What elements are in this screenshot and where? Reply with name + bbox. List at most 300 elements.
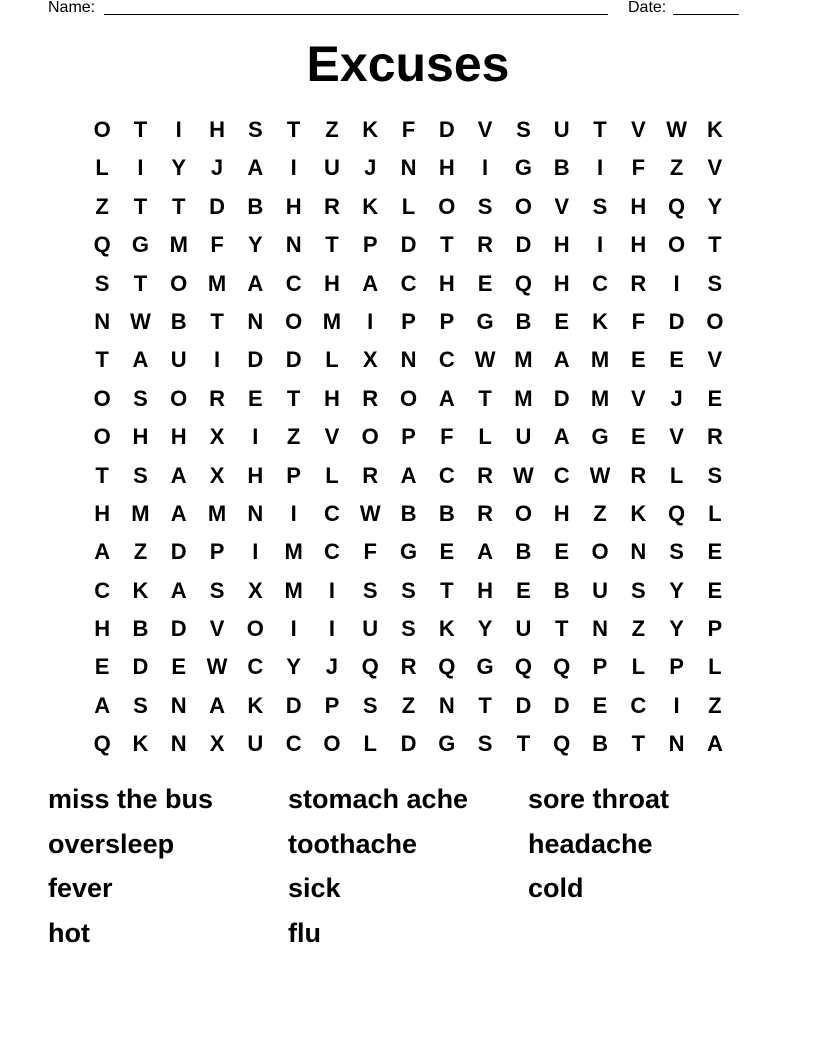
grid-letter: Z bbox=[401, 692, 416, 718]
word-list-item: sore throat bbox=[528, 784, 670, 814]
grid-letter: O bbox=[246, 616, 264, 642]
grid-letter: E bbox=[171, 654, 187, 680]
grid-letter: C bbox=[438, 462, 455, 488]
grid-letter: Y bbox=[286, 654, 301, 680]
grid-letter: S bbox=[477, 193, 493, 219]
word-list-item: oversleep bbox=[48, 828, 175, 859]
grid-letter: T bbox=[325, 232, 339, 258]
grid-letter: E bbox=[477, 270, 493, 296]
grid-letter: I bbox=[596, 232, 604, 258]
grid-letter: I bbox=[290, 616, 297, 642]
grid-letter: H bbox=[477, 577, 494, 603]
grid-letter: F bbox=[210, 232, 224, 258]
grid-letter: Y bbox=[707, 193, 723, 219]
grid-letter: D bbox=[170, 539, 187, 565]
date-field[interactable] bbox=[673, 14, 739, 15]
grid-letter: G bbox=[438, 731, 456, 757]
grid-letter: V bbox=[209, 616, 225, 642]
grid-letter: O bbox=[361, 424, 379, 450]
grid-letter: C bbox=[94, 577, 111, 603]
grid-letter: K bbox=[630, 500, 647, 526]
name-label: Name: bbox=[48, 0, 96, 16]
grid-letter: B bbox=[400, 500, 417, 526]
grid-letter: E bbox=[247, 385, 263, 411]
grid-letter: P bbox=[362, 232, 378, 258]
grid-letter: M bbox=[322, 308, 342, 334]
grid-letter: Q bbox=[93, 232, 111, 258]
grid-letter: O bbox=[591, 539, 609, 565]
grid-letter: N bbox=[170, 731, 187, 757]
grid-letter: Y bbox=[669, 577, 684, 603]
grid-letter: A bbox=[247, 155, 264, 181]
grid-letter: B bbox=[132, 616, 149, 642]
grid-letter: P bbox=[439, 308, 455, 334]
grid-letter: F bbox=[631, 155, 646, 181]
grid-letter: B bbox=[515, 308, 532, 334]
word-list-item: stomach ache bbox=[288, 784, 469, 814]
grid-letter: O bbox=[170, 270, 188, 296]
grid-letter: S bbox=[133, 692, 148, 718]
grid-letter: N bbox=[400, 347, 417, 373]
grid-letter: K bbox=[362, 117, 379, 142]
grid-letter: S bbox=[669, 539, 684, 565]
grid-letter: R bbox=[630, 270, 647, 296]
grid-letter: C bbox=[400, 270, 417, 296]
grid-letter: T bbox=[210, 308, 224, 334]
grid-letter: N bbox=[247, 308, 264, 334]
grid-letter: X bbox=[209, 462, 225, 488]
grid-letter: O bbox=[706, 308, 724, 334]
grid-letter: T bbox=[554, 616, 569, 642]
grid-letter: Q bbox=[668, 193, 686, 219]
grid-letter: I bbox=[213, 347, 221, 373]
grid-letter: D bbox=[515, 232, 532, 258]
grid-letter: M bbox=[207, 270, 227, 296]
grid-letter: T bbox=[133, 270, 148, 296]
grid-letter: P bbox=[401, 424, 416, 450]
grid-letter: S bbox=[94, 270, 110, 296]
grid-letter: Y bbox=[247, 232, 263, 258]
grid-letter: H bbox=[285, 193, 302, 219]
grid-letter: Z bbox=[708, 692, 722, 718]
grid-letter: C bbox=[247, 654, 264, 680]
letter-grid bbox=[83, 111, 734, 764]
grid-letter: J bbox=[364, 155, 377, 181]
grid-letter: E bbox=[439, 539, 455, 565]
grid-letter: F bbox=[631, 308, 646, 334]
grid-letter: D bbox=[400, 731, 417, 757]
grid-letter: I bbox=[328, 616, 335, 642]
grid-letter: D bbox=[285, 347, 302, 373]
grid-letter: L bbox=[363, 731, 377, 757]
grid-letter: A bbox=[553, 347, 570, 373]
grid-letter: Q bbox=[514, 270, 532, 296]
grid-letter: Q bbox=[668, 500, 686, 526]
grid-letter: U bbox=[323, 155, 340, 181]
grid-letter: F bbox=[440, 424, 454, 450]
grid-letter: R bbox=[209, 385, 225, 411]
grid-letter: K bbox=[592, 308, 608, 334]
grid-letter: H bbox=[132, 424, 149, 450]
grid-letter: T bbox=[440, 577, 454, 603]
grid-letter: A bbox=[706, 731, 723, 757]
grid-letter: T bbox=[708, 232, 722, 258]
grid-letter: G bbox=[476, 654, 494, 680]
grid-letter: G bbox=[514, 155, 532, 181]
grid-letter: K bbox=[706, 117, 723, 142]
grid-letter: I bbox=[137, 155, 144, 181]
grid-letter: C bbox=[438, 347, 455, 373]
grid-letter: N bbox=[592, 616, 608, 642]
word-list-item: cold bbox=[528, 873, 584, 904]
grid-letter: M bbox=[514, 385, 533, 411]
grid-letter: T bbox=[95, 462, 109, 488]
grid-letter: V bbox=[324, 424, 340, 450]
grid-letter: I bbox=[290, 155, 297, 181]
grid-letter: N bbox=[285, 232, 302, 258]
grid-letter: L bbox=[669, 462, 684, 488]
grid-letter: D bbox=[553, 692, 570, 718]
word-list-item: miss the bus bbox=[48, 784, 214, 814]
grid-letter: E bbox=[630, 424, 646, 450]
grid-letter: C bbox=[630, 692, 647, 718]
grid-letter: F bbox=[363, 539, 377, 565]
grid-letter: P bbox=[286, 462, 301, 488]
grid-letter: H bbox=[323, 270, 340, 296]
grid-letter: E bbox=[707, 577, 723, 603]
word-list-item: sick bbox=[288, 873, 341, 904]
grid-letter: H bbox=[438, 270, 455, 296]
grid-letter: H bbox=[323, 385, 340, 411]
grid-letter: C bbox=[553, 462, 570, 488]
grid-letter: S bbox=[401, 577, 416, 603]
grid-letter: S bbox=[592, 193, 608, 219]
grid-letter: A bbox=[209, 692, 225, 718]
grid-letter: N bbox=[630, 539, 647, 565]
grid-letter: C bbox=[323, 539, 340, 565]
grid-letter: V bbox=[477, 117, 493, 142]
grid-letter: B bbox=[247, 193, 264, 219]
grid-letter: B bbox=[170, 308, 187, 334]
grid-letter: V bbox=[554, 193, 570, 219]
grid-letter: L bbox=[401, 193, 416, 219]
grid-letter: A bbox=[132, 347, 149, 373]
grid-letter: O bbox=[93, 385, 111, 411]
grid-letter: H bbox=[438, 155, 455, 181]
grid-letter: P bbox=[707, 616, 723, 642]
grid-letter: W bbox=[513, 462, 534, 488]
grid-letter: I bbox=[673, 270, 680, 296]
grid-letter: A bbox=[362, 270, 379, 296]
grid-letter: Z bbox=[286, 424, 301, 450]
grid-letter: S bbox=[247, 117, 263, 142]
grid-letter: M bbox=[590, 385, 610, 411]
grid-letter: A bbox=[400, 462, 417, 488]
grid-letter: A bbox=[170, 462, 187, 488]
grid-letter: G bbox=[399, 539, 418, 565]
grid-letter: N bbox=[247, 500, 264, 526]
grid-letter: O bbox=[323, 731, 341, 757]
grid-letter: L bbox=[708, 654, 722, 680]
grid-letter: U bbox=[515, 424, 532, 450]
grid-letter: S bbox=[477, 731, 493, 757]
grid-letter: X bbox=[247, 577, 263, 603]
grid-letter: M bbox=[284, 577, 303, 603]
grid-letter: U bbox=[553, 117, 570, 142]
grid-letter: W bbox=[589, 462, 611, 488]
word-list-item: headache bbox=[528, 828, 653, 859]
grid-letter: M bbox=[590, 347, 610, 373]
grid-letter: W bbox=[206, 654, 228, 680]
grid-letter: B bbox=[438, 500, 455, 526]
grid-letter: H bbox=[630, 193, 647, 219]
grid-letter: K bbox=[132, 577, 149, 603]
grid-letter: G bbox=[476, 308, 494, 334]
grid-letter: A bbox=[477, 539, 494, 565]
grid-letter: C bbox=[323, 500, 340, 526]
page-title: Excuses bbox=[306, 36, 510, 92]
grid-letter: T bbox=[631, 731, 646, 757]
grid-letter: P bbox=[592, 654, 608, 680]
grid-letter: E bbox=[516, 577, 531, 603]
grid-letter: S bbox=[630, 577, 646, 603]
grid-letter: A bbox=[438, 385, 455, 411]
grid-letter: Q bbox=[553, 654, 571, 680]
grid-letter: P bbox=[401, 308, 416, 334]
grid-letter: H bbox=[94, 616, 111, 642]
name-field[interactable] bbox=[104, 14, 608, 15]
grid-letter: T bbox=[478, 692, 492, 718]
grid-letter: S bbox=[707, 270, 723, 296]
grid-letter: O bbox=[93, 117, 111, 142]
grid-letter: R bbox=[477, 500, 494, 526]
grid-letter: N bbox=[668, 731, 685, 757]
grid-letter: Z bbox=[593, 500, 607, 526]
grid-letter: Z bbox=[133, 539, 148, 565]
grid-letter: L bbox=[631, 654, 646, 680]
grid-letter: W bbox=[130, 308, 151, 334]
grid-letter: Q bbox=[514, 654, 532, 680]
grid-letter: D bbox=[400, 232, 417, 258]
grid-letter: C bbox=[285, 731, 302, 757]
grid-letter: R bbox=[477, 232, 494, 258]
grid-letter: L bbox=[325, 347, 339, 373]
grid-letter: N bbox=[94, 308, 111, 334]
grid-letter: S bbox=[401, 616, 416, 642]
grid-letter: T bbox=[95, 347, 109, 373]
grid-letter: J bbox=[325, 654, 339, 680]
grid-letter: S bbox=[707, 462, 723, 488]
grid-letter: P bbox=[209, 539, 225, 565]
word-list-item: flu bbox=[288, 918, 321, 949]
grid-letter: W bbox=[359, 500, 381, 526]
grid-letter: M bbox=[514, 347, 533, 373]
grid-letter: S bbox=[362, 577, 378, 603]
grid-letter: B bbox=[553, 577, 570, 603]
grid-letter: I bbox=[175, 117, 182, 142]
grid-letter: H bbox=[247, 462, 264, 488]
word-list-item: fever bbox=[48, 873, 113, 904]
grid-letter: E bbox=[669, 347, 684, 373]
grid-letter: X bbox=[209, 731, 225, 757]
grid-letter: Z bbox=[325, 117, 339, 142]
grid-letter: R bbox=[323, 193, 340, 219]
grid-letter: V bbox=[630, 385, 646, 411]
grid-letter: W bbox=[666, 117, 687, 142]
grid-letter: N bbox=[170, 692, 187, 718]
grid-letter: E bbox=[592, 692, 608, 718]
grid-letter: M bbox=[207, 500, 227, 526]
grid-letter: I bbox=[673, 692, 680, 718]
word-list-item: toothache bbox=[288, 828, 418, 859]
grid-letter: O bbox=[438, 193, 456, 219]
grid-letter: O bbox=[399, 385, 418, 411]
grid-letter: T bbox=[478, 385, 492, 411]
grid-letter: P bbox=[324, 692, 340, 718]
grid-letter: E bbox=[94, 654, 110, 680]
grid-letter: A bbox=[94, 692, 111, 718]
grid-letter: O bbox=[170, 385, 188, 411]
grid-letter: T bbox=[440, 232, 454, 258]
grid-letter: C bbox=[285, 270, 302, 296]
grid-letter: U bbox=[362, 616, 379, 642]
grid-letter: P bbox=[669, 654, 684, 680]
grid-letter: T bbox=[286, 385, 301, 411]
grid-letter: H bbox=[553, 232, 570, 258]
grid-letter: K bbox=[362, 193, 379, 219]
grid-letter: C bbox=[592, 270, 608, 296]
grid-letter: R bbox=[362, 462, 379, 488]
grid-letter: S bbox=[516, 117, 531, 142]
grid-letter: K bbox=[132, 731, 149, 757]
grid-letter: E bbox=[707, 385, 723, 411]
grid-letter: E bbox=[707, 539, 723, 565]
grid-letter: E bbox=[554, 308, 570, 334]
grid-letter: G bbox=[591, 424, 609, 450]
grid-letter: U bbox=[247, 731, 264, 757]
grid-letter: T bbox=[593, 117, 607, 142]
grid-letter: A bbox=[247, 270, 264, 296]
grid-letter: D bbox=[553, 385, 570, 411]
grid-letter: A bbox=[170, 500, 187, 526]
grid-letter: I bbox=[482, 155, 489, 181]
grid-letter: E bbox=[554, 539, 570, 565]
grid-letter: Z bbox=[95, 193, 109, 219]
grid-letter: H bbox=[170, 424, 187, 450]
grid-letter: N bbox=[438, 692, 455, 718]
grid-letter: V bbox=[630, 117, 646, 142]
grid-letter: R bbox=[400, 654, 417, 680]
grid-letter: J bbox=[210, 155, 224, 181]
word-list bbox=[48, 777, 768, 956]
grid-letter: J bbox=[670, 385, 683, 411]
grid-letter: B bbox=[553, 155, 570, 181]
grid-letter: T bbox=[133, 117, 148, 142]
grid-letter: Q bbox=[361, 654, 379, 680]
grid-letter: H bbox=[553, 270, 570, 296]
grid-letter: Y bbox=[669, 616, 684, 642]
grid-letter: S bbox=[133, 462, 148, 488]
grid-letter: S bbox=[209, 577, 225, 603]
grid-letter: H bbox=[209, 117, 225, 142]
grid-letter: I bbox=[596, 155, 604, 181]
grid-letter: X bbox=[209, 424, 225, 450]
grid-letter: O bbox=[514, 500, 532, 526]
grid-letter: H bbox=[630, 232, 647, 258]
grid-letter: N bbox=[400, 155, 417, 181]
grid-letter: V bbox=[707, 347, 723, 373]
grid-letter: G bbox=[131, 232, 149, 258]
grid-letter: B bbox=[515, 539, 532, 565]
grid-letter: W bbox=[474, 347, 496, 373]
grid-letter: D bbox=[668, 308, 685, 334]
grid-letter: X bbox=[362, 347, 378, 373]
grid-letter: M bbox=[131, 500, 150, 526]
grid-letter: K bbox=[247, 692, 264, 718]
grid-letter: D bbox=[170, 616, 187, 642]
grid-letter: A bbox=[553, 424, 570, 450]
grid-letter: Y bbox=[477, 616, 493, 642]
grid-letter: I bbox=[252, 539, 259, 565]
grid-letter: R bbox=[706, 424, 723, 450]
grid-letter: T bbox=[172, 193, 186, 219]
grid-letter: Q bbox=[553, 731, 571, 757]
word-list-item: hot bbox=[48, 918, 90, 949]
grid-letter: B bbox=[592, 731, 608, 757]
grid-letter: O bbox=[93, 424, 111, 450]
grid-letter: Q bbox=[438, 654, 456, 680]
grid-letter: U bbox=[515, 616, 532, 642]
grid-letter: D bbox=[247, 347, 264, 373]
grid-letter: T bbox=[516, 731, 531, 757]
grid-letter: M bbox=[284, 539, 303, 565]
grid-letter: R bbox=[362, 385, 379, 411]
grid-letter: V bbox=[669, 424, 684, 450]
grid-letter: S bbox=[133, 385, 148, 411]
grid-letter: R bbox=[630, 462, 647, 488]
grid-letter: U bbox=[170, 347, 187, 373]
grid-letter: O bbox=[668, 232, 686, 258]
grid-letter: L bbox=[325, 462, 339, 488]
grid-letter: I bbox=[367, 308, 374, 334]
grid-letter: O bbox=[285, 308, 303, 334]
grid-letter: F bbox=[401, 117, 416, 142]
grid-letter: I bbox=[252, 424, 259, 450]
grid-letter: D bbox=[209, 193, 225, 219]
grid-letter: D bbox=[438, 117, 455, 142]
grid-letter: L bbox=[478, 424, 492, 450]
grid-letter: D bbox=[132, 654, 149, 680]
grid-letter: H bbox=[553, 500, 570, 526]
grid-letter: V bbox=[707, 155, 723, 181]
grid-letter: E bbox=[630, 347, 646, 373]
grid-letter: S bbox=[362, 692, 378, 718]
grid-letter: L bbox=[708, 500, 722, 526]
grid-letter: L bbox=[95, 155, 109, 181]
grid-letter: Q bbox=[93, 731, 111, 757]
grid-letter: T bbox=[286, 117, 301, 142]
grid-letter: O bbox=[514, 193, 532, 219]
grid-letter: A bbox=[94, 539, 111, 565]
header-line bbox=[48, 0, 748, 19]
grid-letter: H bbox=[94, 500, 111, 526]
grid-letter: K bbox=[438, 616, 455, 642]
grid-letter: R bbox=[477, 462, 494, 488]
grid-letter: Z bbox=[669, 155, 684, 181]
grid-letter: A bbox=[170, 577, 187, 603]
grid-letter: I bbox=[328, 577, 335, 603]
grid-letter: Z bbox=[631, 616, 646, 642]
